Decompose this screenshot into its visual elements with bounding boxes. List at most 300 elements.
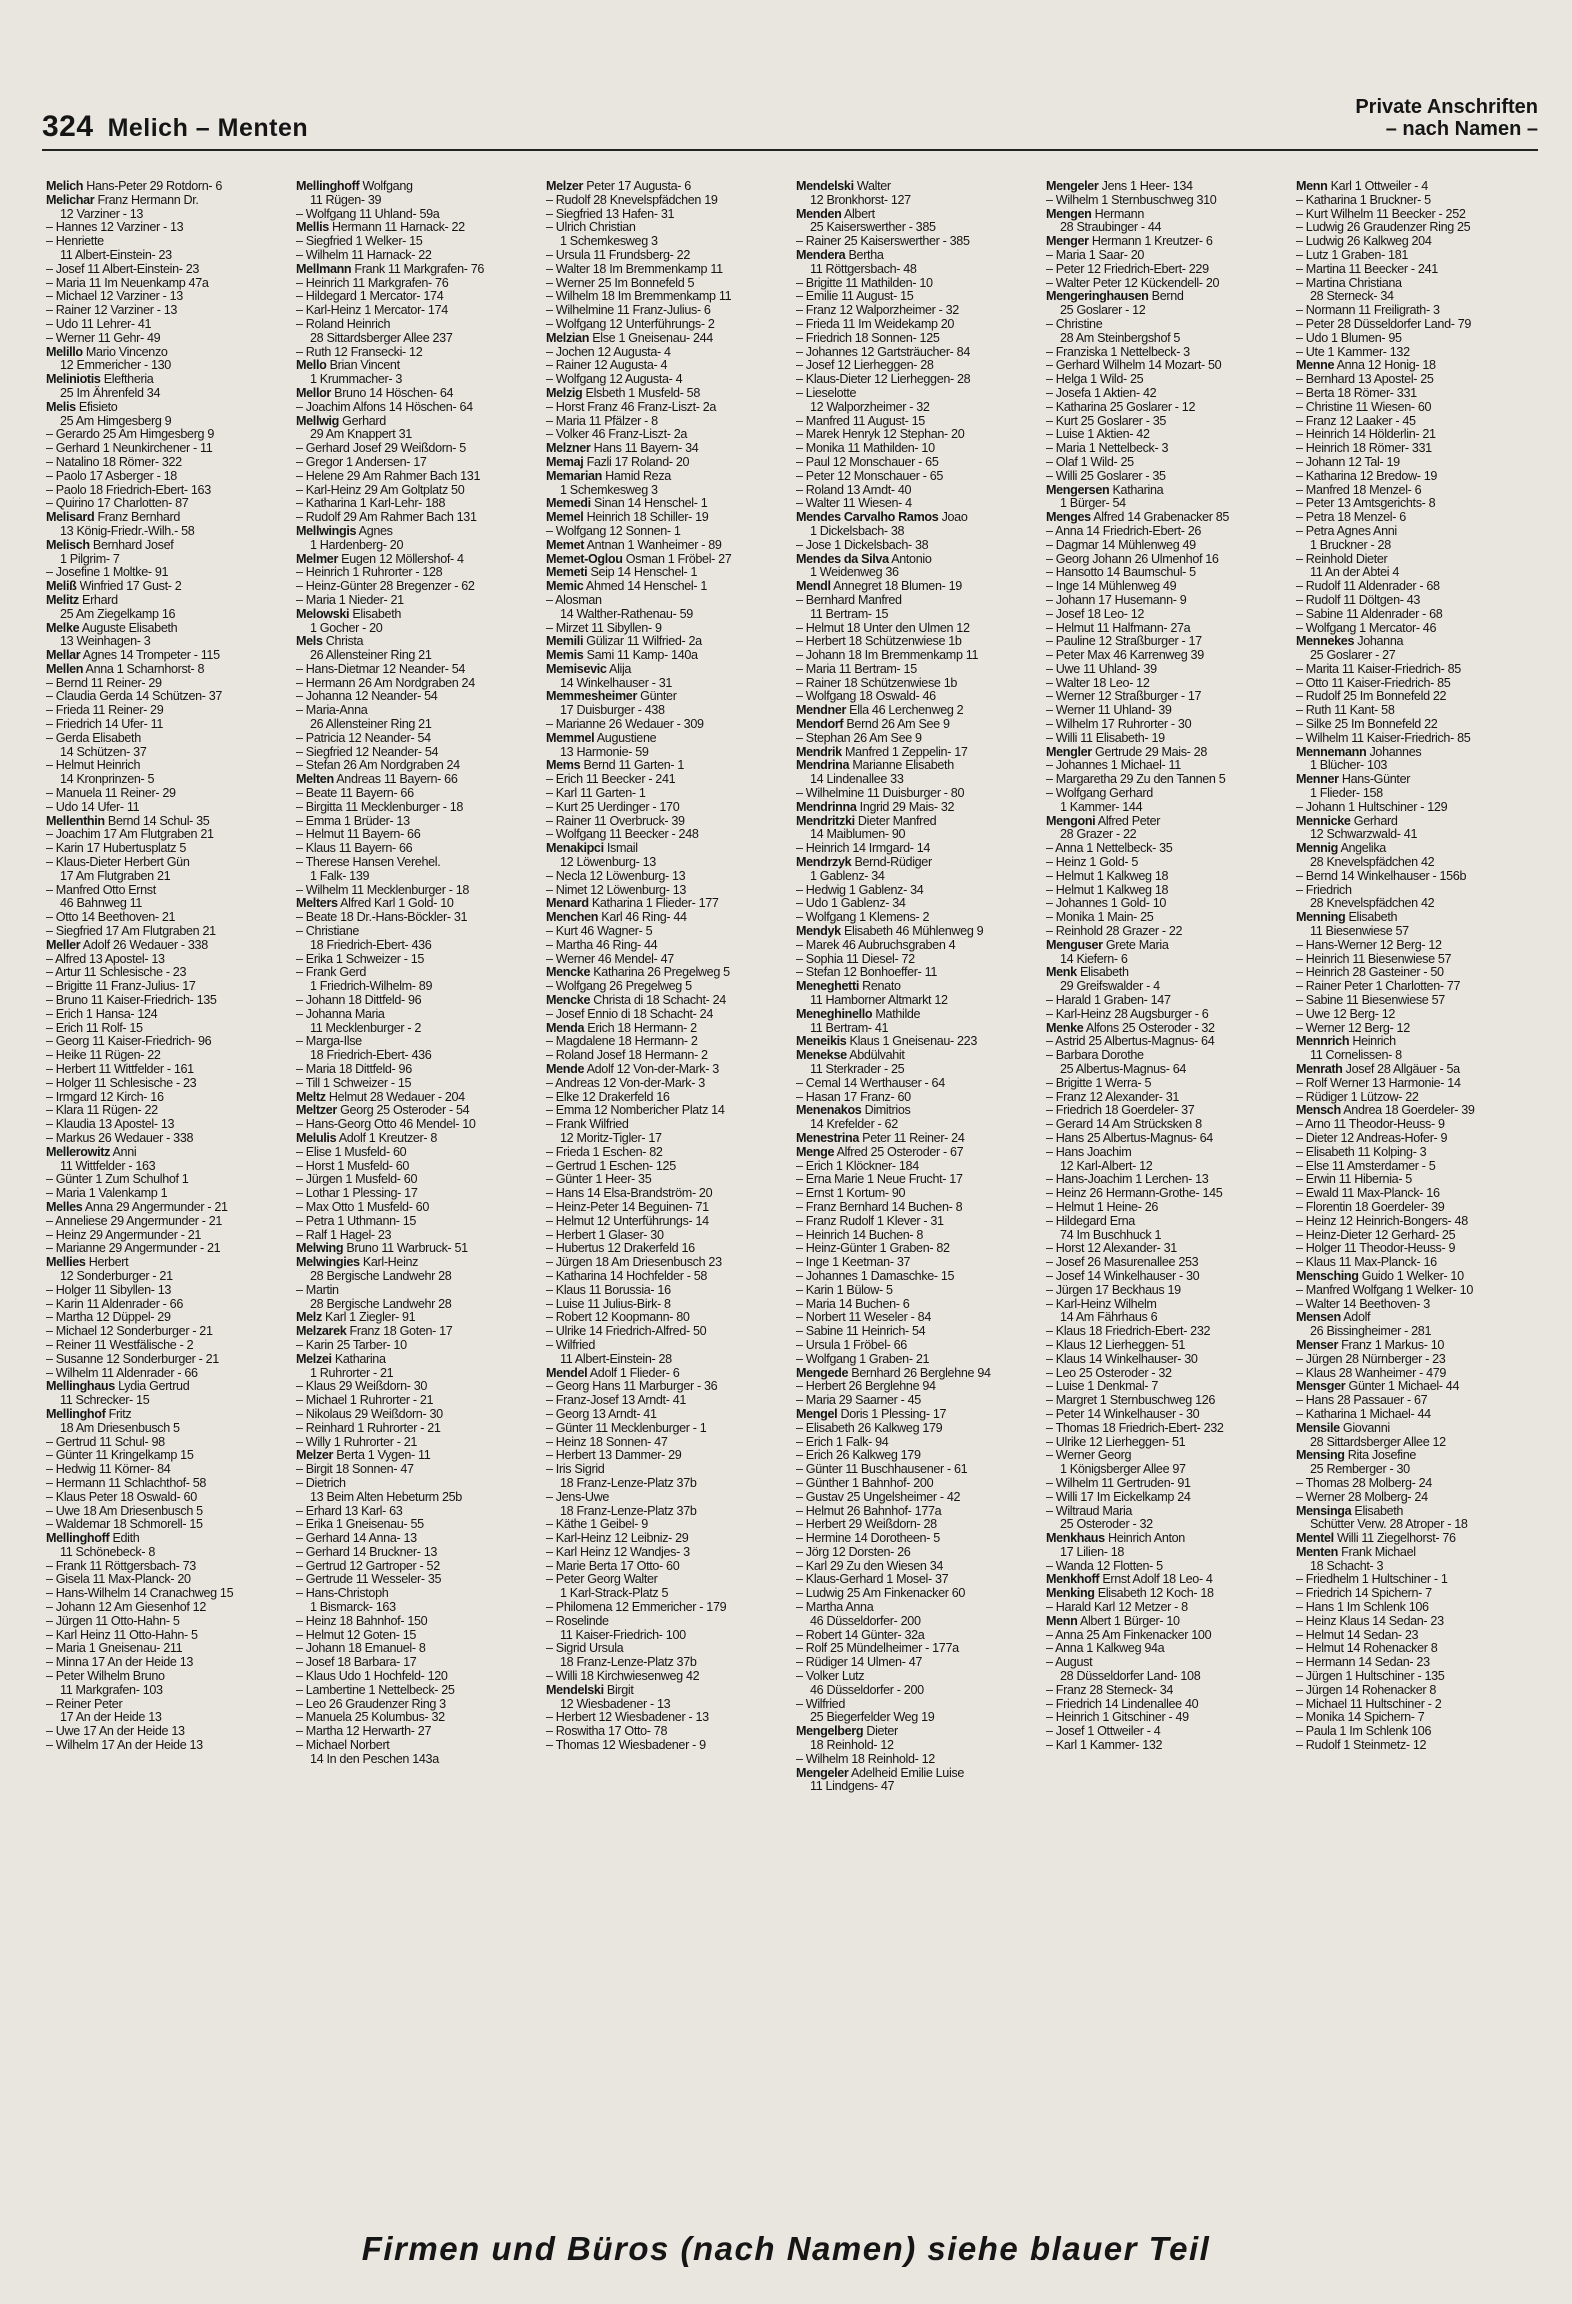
- directory-entry: [1296, 953, 1536, 967]
- entry-text: – Wilhelm 11 Harnack- 22: [296, 247, 432, 262]
- entry-text: Hamid Reza: [602, 468, 671, 483]
- entry-text: – Quirino 17 Charlotten- 87: [46, 496, 189, 511]
- directory-entry: [796, 1477, 1036, 1491]
- directory-entry: [296, 318, 536, 332]
- entry-text: – Wolfgang 26 Pregelweg 5: [546, 979, 692, 994]
- directory-entry: [546, 1311, 786, 1325]
- directory-entry: [546, 1477, 786, 1491]
- directory-entry: [1296, 594, 1536, 608]
- directory-entry: [46, 249, 286, 263]
- directory-entry: [796, 1698, 1036, 1712]
- entry-text: – Jürgen 17 Beckhaus 19: [1046, 1282, 1181, 1297]
- entry-text: – Sigrid Ursula: [546, 1641, 624, 1656]
- entry-text: – Walter 14 Beethoven- 3: [1296, 1296, 1430, 1311]
- directory-entry: [796, 1311, 1036, 1325]
- surname: Mellis: [296, 220, 329, 235]
- entry-text: – Holger 11 Schlesische - 23: [46, 1075, 197, 1090]
- entry-text: – Josefine 1 Moltke- 91: [46, 565, 169, 580]
- directory-entry: [546, 180, 786, 194]
- directory-entry: [1046, 980, 1286, 994]
- entry-text: – Erich 1 Hansa- 124: [46, 1006, 158, 1021]
- entry-text: – Heinz Klaus 14 Sedan- 23: [1296, 1613, 1444, 1628]
- directory-entry: [1296, 704, 1536, 718]
- entry-text: – Gerhard 14 Anna- 13: [296, 1531, 417, 1546]
- entry-text: – Gerhard 1 Neunkirchener - 11: [46, 441, 213, 456]
- entry-text: 28 Düsseldorfer Land- 108: [1060, 1669, 1201, 1684]
- entry-text: – Günter 11 Mecklenburger - 1: [546, 1420, 707, 1435]
- directory-entry: [296, 566, 536, 580]
- directory-entry: [796, 221, 1036, 235]
- directory-entry: [1046, 1725, 1286, 1739]
- entry-text: 28 Knevelspfädchen 42: [1310, 896, 1435, 911]
- entry-text: – Hans Joachim: [1046, 1144, 1132, 1159]
- directory-entry: [46, 1684, 286, 1698]
- directory-entry: [46, 856, 286, 870]
- surname: Melzner: [546, 441, 591, 456]
- entry-text: Günter: [637, 689, 677, 704]
- directory-entry: [546, 1656, 786, 1670]
- entry-text: – Petra 1 Uthmann- 15: [296, 1213, 417, 1228]
- entry-text: Brian Vincent: [326, 358, 400, 373]
- entry-text: 11 Bertram- 15: [810, 606, 889, 621]
- entry-text: 11 Markgrafen- 103: [60, 1682, 163, 1697]
- surname: Menser: [1296, 1337, 1338, 1352]
- entry-text: – Karl 11 Garten- 1: [546, 786, 646, 801]
- directory-entry: [46, 1118, 286, 1132]
- directory-entry: [1296, 1063, 1536, 1077]
- entry-text: – Gerard 14 Am Strücksken 8: [1046, 1117, 1202, 1132]
- entry-text: Berta 1 Vygen- 11: [333, 1448, 431, 1463]
- directory-entry: [1046, 1656, 1286, 1670]
- entry-text: Birgit: [603, 1682, 634, 1697]
- entry-text: 14 Schützen- 37: [60, 744, 147, 759]
- entry-text: – Jürgen 14 Rohenacker 8: [1296, 1682, 1437, 1697]
- entry-text: Günter 1 Michael- 44: [1345, 1379, 1460, 1394]
- directory-entry: [546, 649, 786, 663]
- entry-text: – Maria 1 Gneisenau- 211: [46, 1641, 183, 1656]
- directory-entry: [1046, 884, 1286, 898]
- entry-text: – Ludwig 26 Kalkweg 204: [1296, 234, 1432, 249]
- directory-entry: [296, 690, 536, 704]
- entry-text: – Frieda 1 Eschen- 82: [546, 1144, 663, 1159]
- footer-note: Firmen und Büros (nach Namen) siehe blauer Teil: [361, 2230, 1211, 2267]
- directory-entry: [1296, 1187, 1536, 1201]
- entry-text: – Erwin 11 Hibernia- 5: [1296, 1172, 1412, 1187]
- directory-entry: [546, 263, 786, 277]
- entry-text: – Gertrud 12 Gartroper - 52: [296, 1558, 440, 1573]
- entry-text: – Klaus-Dieter 12 Lierheggen- 28: [796, 372, 971, 387]
- directory-entry: [1296, 1339, 1536, 1353]
- surname: Menenakos: [796, 1103, 862, 1118]
- directory-entry: [546, 815, 786, 829]
- directory-entry: [296, 622, 536, 636]
- directory-entry: [1296, 787, 1536, 801]
- directory-entry: [1296, 290, 1536, 304]
- directory-entry: [546, 1615, 786, 1629]
- surname: Menne: [1296, 358, 1335, 373]
- directory-entry: [296, 842, 536, 856]
- entry-text: – Maria 11 Im Neuenkamp 47a: [46, 275, 209, 290]
- entry-text: – Rudolf 1 Steinmetz- 12: [1296, 1738, 1427, 1753]
- directory-entry: [546, 1367, 786, 1381]
- directory-entry: [796, 1711, 1036, 1725]
- entry-text: – Otto 11 Kaiser-Friedrich- 85: [1296, 675, 1451, 690]
- directory-entry: [1046, 580, 1286, 594]
- directory-entry: [1046, 1546, 1286, 1560]
- surname: Mensch: [1296, 1103, 1341, 1118]
- surname: Melwingies: [296, 1255, 360, 1270]
- surname: Melowski: [296, 606, 350, 621]
- entry-text: – Walter 11 Wiesen- 4: [796, 496, 912, 511]
- entry-text: – Gregor 1 Andersen- 17: [296, 454, 427, 469]
- directory-entry: [296, 1725, 536, 1739]
- directory-entry: [46, 842, 286, 856]
- directory-entry: [1046, 608, 1286, 622]
- entry-text: 25 Osteroder - 32: [1060, 1517, 1153, 1532]
- directory-entry: [1296, 235, 1536, 249]
- directory-entry: [1296, 1104, 1536, 1118]
- directory-entry: [796, 1187, 1036, 1201]
- entry-text: Peter 11 Reiner- 24: [859, 1130, 965, 1145]
- directory-entry: [796, 1063, 1036, 1077]
- entry-text: – Paula 1 Im Schlenk 106: [1296, 1724, 1432, 1739]
- directory-entry: [796, 1587, 1036, 1601]
- directory-entry: [296, 1546, 536, 1560]
- directory-entry: [46, 1229, 286, 1243]
- directory-entry: [796, 1380, 1036, 1394]
- directory-entry: [1296, 1408, 1536, 1422]
- entry-text: – Udo 14 Ufer- 11: [46, 799, 140, 814]
- entry-text: – Käthe 1 Geibel- 9: [546, 1517, 648, 1532]
- directory-entry: [46, 1160, 286, 1174]
- directory-entry: [1296, 553, 1536, 567]
- directory-entry: [796, 1560, 1036, 1574]
- directory-entry: [1296, 442, 1536, 456]
- entry-text: – Heinrich 11 Markgrafen- 76: [296, 275, 449, 290]
- entry-text: Walter: [853, 180, 891, 193]
- surname: Melillo: [46, 344, 83, 359]
- directory-entry: [1296, 539, 1536, 553]
- entry-text: – Horst Franz 46 Franz-Liszt- 2a: [546, 399, 717, 414]
- directory-entry: [796, 911, 1036, 925]
- directory-entry: [296, 884, 536, 898]
- directory-entry: [296, 1146, 536, 1160]
- entry-text: Fazli 17 Roland- 20: [583, 454, 690, 469]
- entry-text: – Bernd 14 Winkelhauser - 156b: [1296, 868, 1467, 883]
- entry-text: – Wolfgang Gerhard: [1046, 786, 1153, 801]
- entry-text: 14 Am Fährhaus 6: [1060, 1310, 1158, 1325]
- directory-entry: [1296, 332, 1536, 346]
- entry-text: – Brigitte 11 Mathilden- 10: [796, 275, 933, 290]
- entry-text: Herbert: [85, 1255, 129, 1270]
- entry-text: – Martin: [296, 1282, 339, 1297]
- directory-entry: [796, 1491, 1036, 1505]
- entry-text: – Wilhelm 11 Kaiser-Friedrich- 85: [1296, 730, 1471, 745]
- entry-text: – Heinz 29 Angermunder - 21: [46, 1227, 202, 1242]
- entry-text: – Bruno 11 Kaiser-Friedrich- 135: [46, 993, 217, 1008]
- entry-text: – Alfred 13 Apostel- 13: [46, 951, 165, 966]
- entry-text: – Hannes 12 Varziner - 13: [46, 220, 184, 235]
- entry-text: – Franz 12 Laaker - 45: [1296, 413, 1416, 428]
- entry-text: – Jürgen 1 Hultschiner - 135: [1296, 1669, 1445, 1684]
- directory-entry: [1296, 1077, 1536, 1091]
- directory-entry: [796, 1173, 1036, 1187]
- entry-text: – Andreas 12 Von-der-Mark- 3: [546, 1075, 705, 1090]
- entry-text: – Jörg 12 Dorsten- 26: [796, 1544, 911, 1559]
- entry-text: – Maria 1 Nieder- 21: [296, 592, 404, 607]
- directory-entry: [46, 815, 286, 829]
- directory-entry: [1046, 1160, 1286, 1174]
- directory-entry: [296, 180, 536, 194]
- directory-entry: [296, 456, 536, 470]
- entry-text: 11 Schönebeck- 8: [60, 1544, 155, 1559]
- directory-entry: [46, 980, 286, 994]
- entry-text: 25 Am Himgesberg 9: [60, 413, 172, 428]
- directory-entry: [296, 249, 536, 263]
- surname: Melzarek: [296, 1324, 347, 1339]
- surname: Menn: [1046, 1613, 1078, 1628]
- directory-entry: [1296, 1132, 1536, 1146]
- directory-entry: [546, 911, 786, 925]
- entry-text: – Ulrich Christian: [546, 220, 636, 235]
- entry-text: – Frank Gerd: [296, 965, 366, 980]
- entry-text: – Roselinde: [546, 1613, 609, 1628]
- entry-text: – Brigitte 11 Franz-Julius- 17: [46, 979, 196, 994]
- surname: Mentel: [1296, 1531, 1334, 1546]
- directory-entry: [796, 1518, 1036, 1532]
- entry-text: – Erich 11 Rolf- 15: [46, 1020, 143, 1035]
- entry-text: – Ute 1 Kammer- 132: [1296, 344, 1410, 359]
- entry-text: – Wilhelm 18 Im Bremmenkamp 11: [546, 289, 732, 304]
- entry-text: Ingrid 29 Mais- 32: [856, 799, 955, 814]
- entry-text: Franz 18 Goten- 17: [346, 1324, 453, 1339]
- directory-entry: [1046, 1284, 1286, 1298]
- entry-text: – Luise 1 Aktien- 42: [1046, 427, 1150, 442]
- directory-entry: [46, 635, 286, 649]
- directory-entry: [546, 208, 786, 222]
- directory-entry: [1296, 208, 1536, 222]
- entry-text: Gerhard: [1350, 813, 1398, 828]
- directory-entry: [296, 1229, 536, 1243]
- entry-text: – Peter 12 Friedrich-Ebert- 229: [1046, 261, 1209, 276]
- directory-entry: [1296, 663, 1536, 677]
- entry-text: – Uwe 11 Uhland- 39: [1046, 661, 1157, 676]
- directory-entry: [796, 1229, 1036, 1243]
- entry-text: 28 Knevelspfädchen 42: [1310, 855, 1435, 870]
- entry-text: Adolf: [1340, 1310, 1371, 1325]
- surname: Memmesheimer: [546, 689, 637, 704]
- directory-entry: [296, 1380, 536, 1394]
- surname: Melulis: [296, 1130, 337, 1145]
- directory-entry: [796, 1077, 1036, 1091]
- directory-entry: [296, 1753, 536, 1767]
- entry-text: – Rüdiger 14 Ulmen- 47: [796, 1655, 923, 1670]
- directory-entry: [46, 1284, 286, 1298]
- directory-entry: [1046, 677, 1286, 691]
- surname: Mengeler: [1046, 180, 1099, 193]
- directory-entry: [1296, 1560, 1536, 1574]
- entry-text: – Hasan 17 Franz- 60: [796, 1089, 911, 1104]
- directory-entry: [296, 1367, 536, 1381]
- surname: Melten: [296, 772, 334, 787]
- entry-text: Christa: [322, 634, 364, 649]
- directory-entry: [46, 332, 286, 346]
- entry-text: – Katharina 1 Bruckner- 5: [1296, 192, 1431, 207]
- entry-text: – Bernhard 13 Apostel- 25: [1296, 372, 1434, 387]
- entry-text: 18 Schacht- 3: [1310, 1558, 1384, 1573]
- entry-text: – Martha 46 Ring- 44: [546, 937, 658, 952]
- directory-entry: [1046, 415, 1286, 429]
- entry-text: 18 Reinhold- 12: [810, 1738, 894, 1753]
- directory-entry: [546, 1670, 786, 1684]
- directory-entry: [46, 1380, 286, 1394]
- directory-entry: [46, 787, 286, 801]
- entry-text: – Paolo 17 Asberger - 18: [46, 468, 177, 483]
- entry-text: – Maria 18 Dittfeld- 96: [296, 1062, 412, 1076]
- directory-entry: [296, 828, 536, 842]
- entry-text: Hermann 11 Harnack- 22: [328, 220, 465, 235]
- directory-entry: [546, 773, 786, 787]
- directory-entry: [296, 359, 536, 373]
- entry-text: Adolf 1 Flieder- 6: [587, 1365, 680, 1380]
- directory-entry: [1296, 828, 1536, 842]
- entry-text: Doris 1 Plessing- 17: [837, 1406, 947, 1421]
- entry-text: 1 Bruckner - 28: [1310, 537, 1391, 552]
- surname: Menn: [1296, 180, 1328, 193]
- directory-entry: [1296, 1656, 1536, 1670]
- directory-entry: [1296, 277, 1536, 291]
- directory-entry: [1296, 732, 1536, 746]
- directory-entry: [46, 1201, 286, 1215]
- entry-text: – Maria 14 Buchen- 6: [796, 1296, 910, 1311]
- entry-text: – Georg Johann 26 Ulmenhof 16: [1046, 551, 1219, 566]
- directory-entry: [796, 525, 1036, 539]
- directory-entry: [546, 525, 786, 539]
- entry-text: – Reinhold 28 Grazer - 22: [1046, 924, 1183, 939]
- entry-text: – Johann 12 Am Giesenhof 12: [46, 1600, 206, 1615]
- directory-entry: [796, 263, 1036, 277]
- directory-entry: [1296, 304, 1536, 318]
- entry-text: Johanna: [1354, 634, 1404, 649]
- entry-text: – Gerhard Josef 29 Weißdorn- 5: [296, 441, 466, 456]
- entry-text: – Johannes 1 Damaschke- 15: [796, 1268, 955, 1283]
- entry-text: Alfred 14 Grabenacker 85: [1090, 510, 1230, 525]
- entry-text: – Wilhelmine 11 Franz-Julius- 6: [546, 303, 711, 318]
- directory-entry: [296, 1477, 536, 1491]
- directory-entry: [546, 1284, 786, 1298]
- entry-text: – Sophia 11 Diesel- 72: [796, 951, 915, 966]
- directory-entry: [796, 539, 1036, 553]
- directory-entry: [1046, 180, 1286, 194]
- entry-text: – Waldemar 18 Schmorell- 15: [46, 1517, 203, 1532]
- entry-text: Gülizar 11 Wilfried- 2a: [583, 634, 702, 649]
- directory-entry: [546, 346, 786, 360]
- entry-text: – Katharina 25 Goslarer - 12: [1046, 399, 1196, 414]
- surname: Mellmann: [296, 261, 352, 276]
- surname: Memmel: [546, 730, 595, 745]
- entry-text: 12 Wiesbadener - 13: [560, 1696, 671, 1711]
- surname: Menden: [796, 206, 842, 221]
- directory-entry: [46, 718, 286, 732]
- directory-entry: [46, 318, 286, 332]
- entry-text: – Heinz-Peter 14 Beguinen- 71: [546, 1199, 709, 1214]
- entry-text: 26 Allensteiner Ring 21: [310, 648, 432, 663]
- entry-text: – Cemal 14 Werthauser - 64: [796, 1075, 945, 1090]
- entry-text: – Jens-Uwe: [546, 1489, 609, 1504]
- directory-entry: [1296, 1022, 1536, 1036]
- directory-entry: [46, 1739, 286, 1753]
- directory-entry: [1046, 704, 1286, 718]
- entry-text: 11 Kaiser-Friedrich- 100: [560, 1627, 686, 1642]
- directory-entry: [1296, 1615, 1536, 1629]
- directory-entry: [1046, 263, 1286, 277]
- directory-entry: [546, 1187, 786, 1201]
- surname: Mendl: [796, 579, 831, 594]
- directory-entry: [546, 1436, 786, 1450]
- directory-entry: [546, 194, 786, 208]
- entry-text: – Wilfried: [796, 1696, 845, 1711]
- directory-entry: [46, 1173, 286, 1187]
- surname: Mengel: [796, 1406, 838, 1421]
- entry-text: 1 Königsberger Allee 97: [1060, 1462, 1186, 1477]
- entry-text: – Willi 17 Im Eickelkamp 24: [1046, 1489, 1191, 1504]
- directory-entry: [296, 1270, 536, 1284]
- directory-entry: [1296, 966, 1536, 980]
- directory-entry: [1296, 1629, 1536, 1643]
- directory-entry: [296, 1408, 536, 1422]
- entry-text: – Heinz-Günter 28 Bregenzer - 62: [296, 579, 475, 594]
- directory-entry: [796, 759, 1036, 773]
- directory-entry: [546, 677, 786, 691]
- directory-entry: [46, 401, 286, 415]
- entry-text: – Johann 18 Im Bremmenkamp 11: [796, 648, 979, 663]
- directory-entry: [1296, 1367, 1536, 1381]
- entry-text: – Helmut 11 Halfmann- 27a: [1046, 620, 1191, 635]
- entry-text: Alija: [606, 661, 632, 676]
- directory-entry: [1296, 994, 1536, 1008]
- entry-text: Ernst Adolf 18 Leo- 4: [1099, 1572, 1213, 1587]
- directory-entry: [546, 787, 786, 801]
- directory-entry: [1296, 1601, 1536, 1615]
- directory-entry: [546, 1532, 786, 1546]
- directory-entry: [1046, 1380, 1286, 1394]
- directory-entry: [1046, 1615, 1286, 1629]
- entry-text: 12 Moritz-Tigler- 17: [560, 1130, 662, 1145]
- entry-text: – Marita 11 Kaiser-Friedrich- 85: [1296, 661, 1461, 676]
- entry-text: Albert: [841, 206, 875, 221]
- surname: Mennemann: [1296, 744, 1367, 759]
- entry-text: Adolf 26 Wedauer - 338: [80, 937, 208, 952]
- directory-entry: [796, 277, 1036, 291]
- entry-text: – Helmut 14 Sedan- 23: [1296, 1627, 1419, 1642]
- entry-text: – Johann 12 Tal- 19: [1296, 454, 1400, 469]
- entry-text: – Maria-Anna: [296, 703, 368, 718]
- entry-text: – Gerda Elisabeth: [46, 730, 141, 745]
- directory-entry: [296, 1436, 536, 1450]
- entry-text: – Helmut 26 Bahnhof- 177a: [796, 1503, 942, 1518]
- entry-text: – Werner 25 Im Bonnefeld 5: [546, 275, 695, 290]
- directory-entry: [796, 470, 1036, 484]
- entry-text: Bernd-Rüdiger: [851, 855, 932, 870]
- directory-entry: [46, 1532, 286, 1546]
- surname: Mennekes: [1296, 634, 1355, 649]
- directory-entry: [1046, 1022, 1286, 1036]
- directory-entry: [296, 1560, 536, 1574]
- directory-entry: [296, 1587, 536, 1601]
- entry-text: – Peter 13 Amtsgerichts- 8: [1296, 496, 1436, 511]
- directory-entry: [296, 1698, 536, 1712]
- entry-text: – Claudia Gerda 14 Schützen- 37: [46, 689, 223, 704]
